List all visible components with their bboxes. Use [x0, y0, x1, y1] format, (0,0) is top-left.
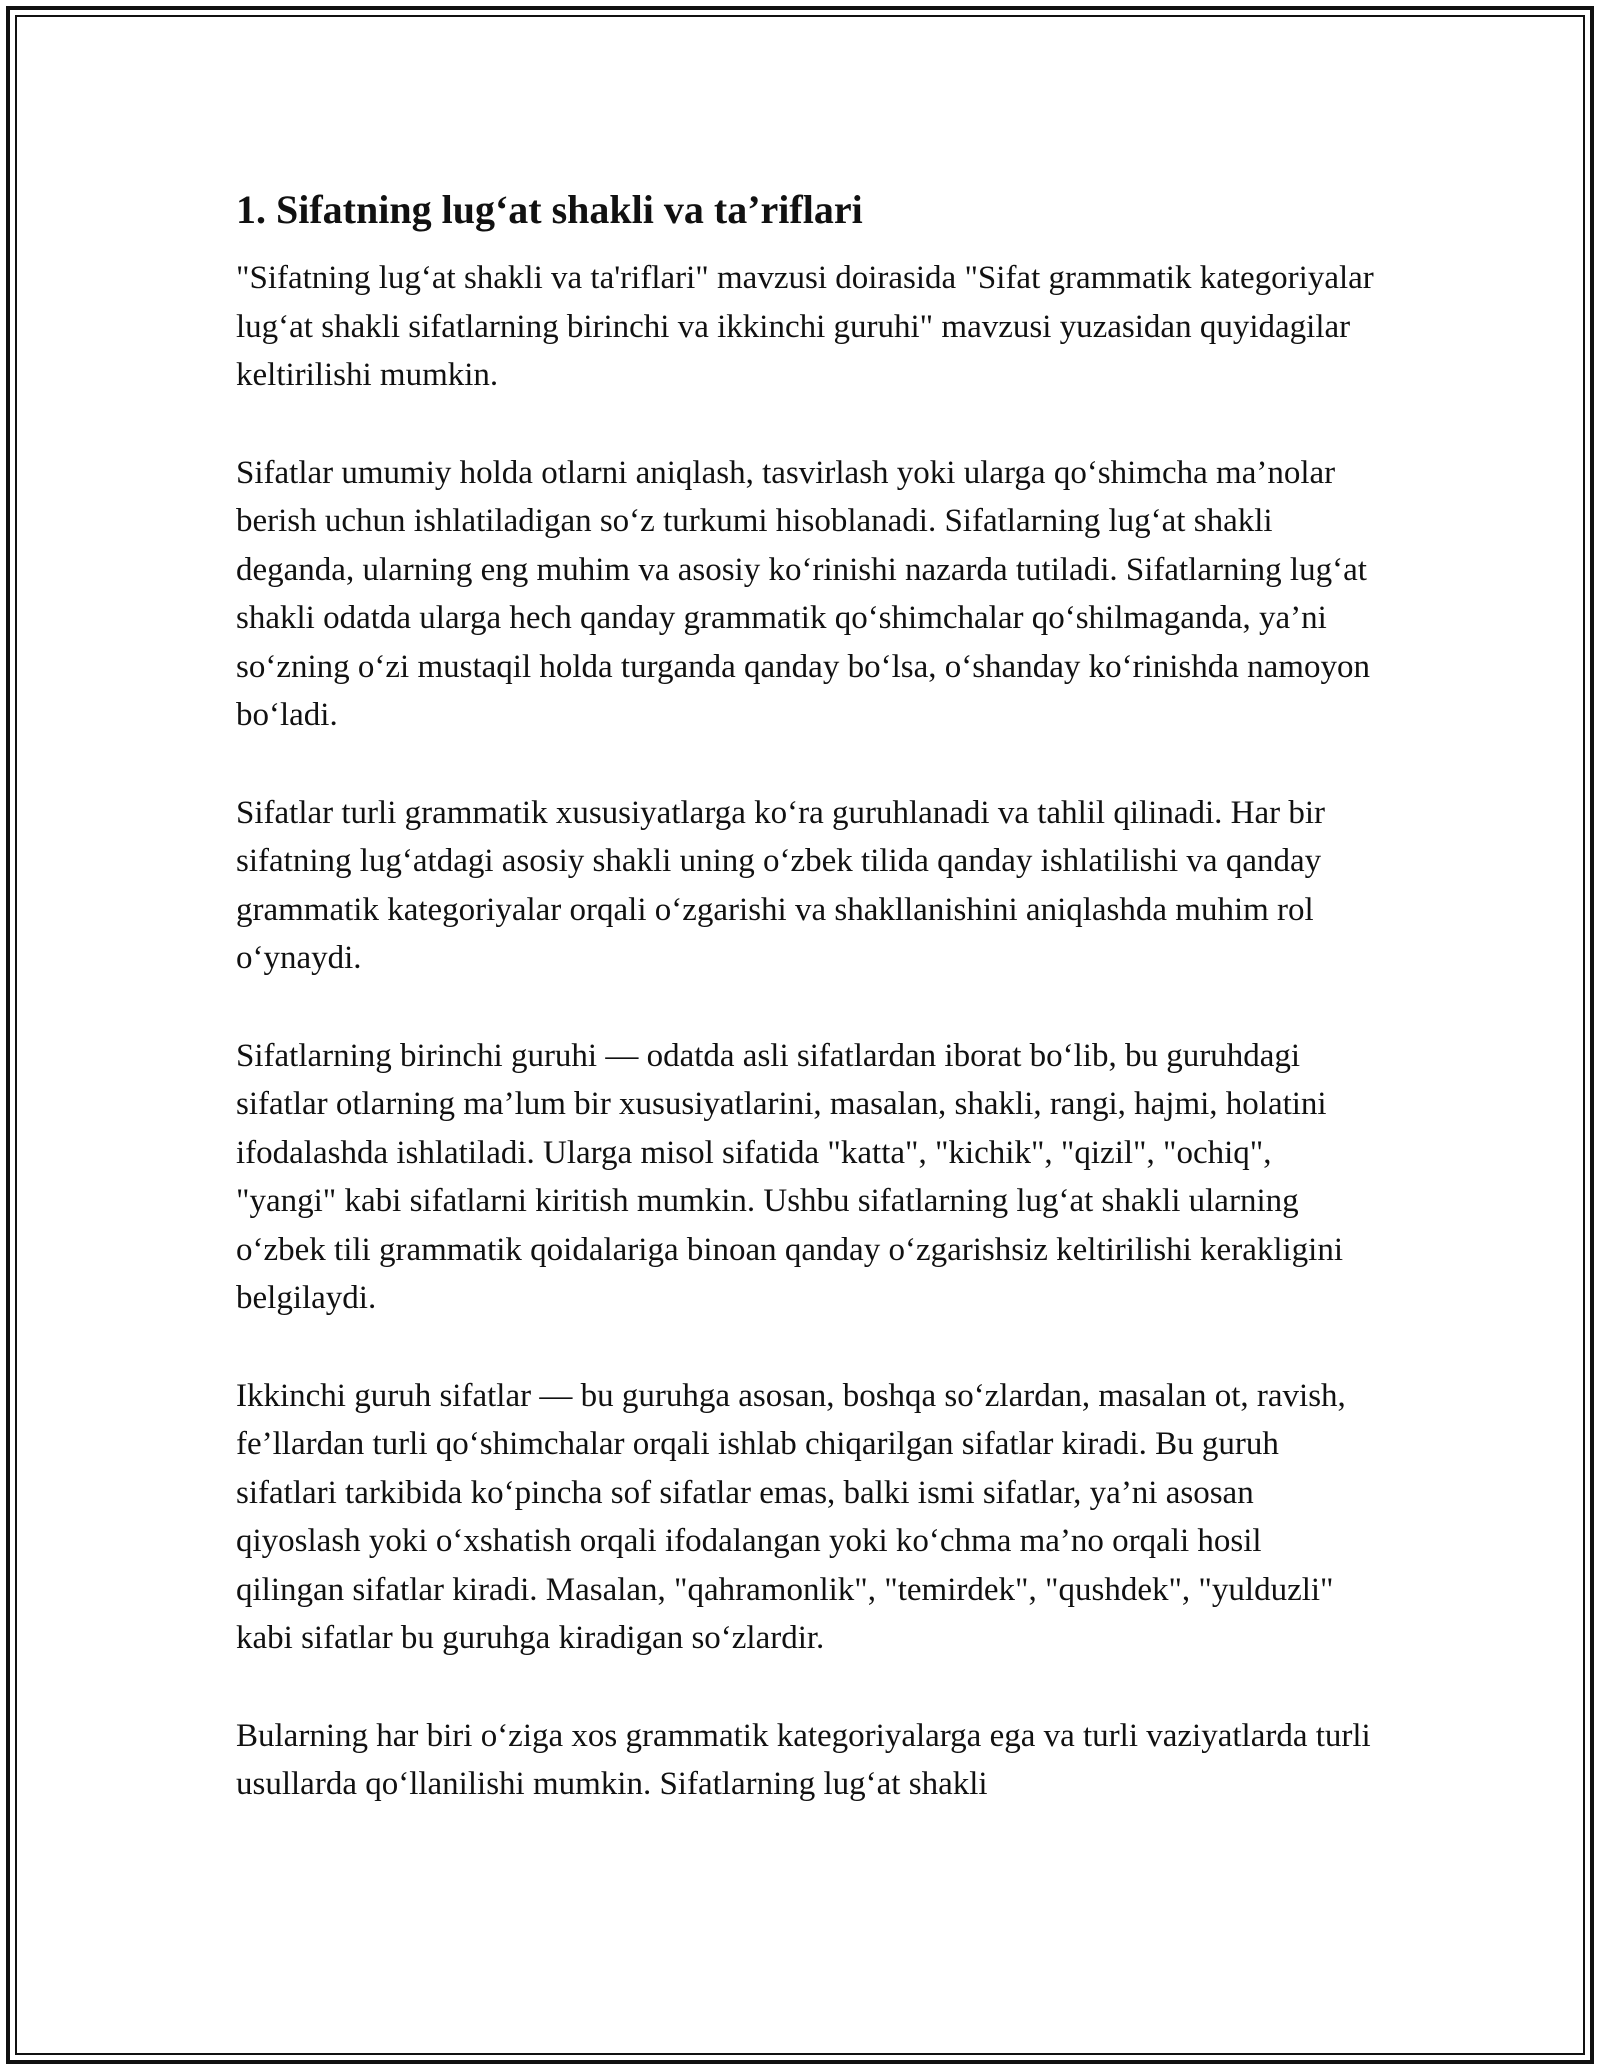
document-body: [236, 254, 1376, 1809]
section-heading: 1. Sifatning lug‘at shakli va ta’riflari: [236, 187, 863, 232]
paragraph: Sifatlar umumiy holda otlarni aniqlash, tasvirlash yoki ularga qo‘shimcha ma’nolar berish uchun ishlatiladigan so‘z turkumi hisoblanadi. Sifatlarning lug‘at shakli deganda, ularning eng muhim va asosiy ko‘rinishi nazarda tutiladi. Sifatlarning lug‘at shakli odatda ularga hech qanday grammatik qo‘shimchalar qo‘shilmaganda, ya’ni so‘zning o‘zi mustaqil holda turganda qanday bo‘lsa, o‘shanday ko‘rinishda namoyon bo‘ladi.: [236, 454, 1370, 733]
paragraph: "Sifatning lug‘at shakli va ta'riflari" mavzusi doirasida "Sifat grammatik kategoriyalar lug‘at shakli sifatlarning birinchi va ikkinchi guruhi" mavzusi yuzasidan quyidagilar keltirilishi mumkin.: [236, 260, 1374, 393]
paragraph: Bularning har biri o‘ziga xos grammatik kategoriyalarga ega va turli vaziyatlarda turli usullarda qo‘llanilishi mumkin. Sifatlarning lug‘at shakli: [236, 1717, 1371, 1802]
paragraph: Sifatlar turli grammatik xususiyatlarga ko‘ra guruhlanadi va tahlil qilinadi. Har bir sifatning lug‘atdagi asosiy shakli uning o‘zbek tilida qanday ishlatilishi va qanday grammatik kategoriyalar orqali o‘zgarishi va shakllanishini aniqlashda muhim rol o‘ynaydi.: [236, 794, 1326, 976]
paragraph: Sifatlarning birinchi guruhi — odatda asli sifatlardan iborat bo‘lib, bu guruhdagi sifatlar otlarning ma’lum bir xususiyatlarini, masalan, shakli, rangi, hajmi, holatini ifodalashda ishlatiladi. Ularga misol sifatida "katta", "kichik", "qizil", "ochiq", "yangi" kabi sifatlarni kiritish mumkin. Ushbu sifatlarning lug‘at shakli ularning o‘zbek tili grammatik qoidalariga binoan qanday o‘zgarishsiz keltirilishi kerakligini belgilaydi.: [236, 1037, 1344, 1316]
document-content: [236, 184, 1376, 1858]
paragraph: Ikkinchi guruh sifatlar — bu guruhga asosan, boshqa so‘zlardan, masalan ot, ravish, fe’llardan turli qo‘shimchalar orqali ishlab chiqarilgan sifatlar kiradi. Bu guruh sifatlari tarkibida ko‘pincha sof sifatlar emas, balki ismi sifatlar, ya’ni asosan qiyoslash yoki o‘xshatish orqali ifodalangan yoki ko‘chma ma’no orqali hosil qilingan sifatlar kiradi. Masalan, "qahramonlik", "temirdek", "qushdek", "yulduzli" kabi sifatlar bu guruhga kiradigan so‘zlardir.: [236, 1377, 1346, 1656]
